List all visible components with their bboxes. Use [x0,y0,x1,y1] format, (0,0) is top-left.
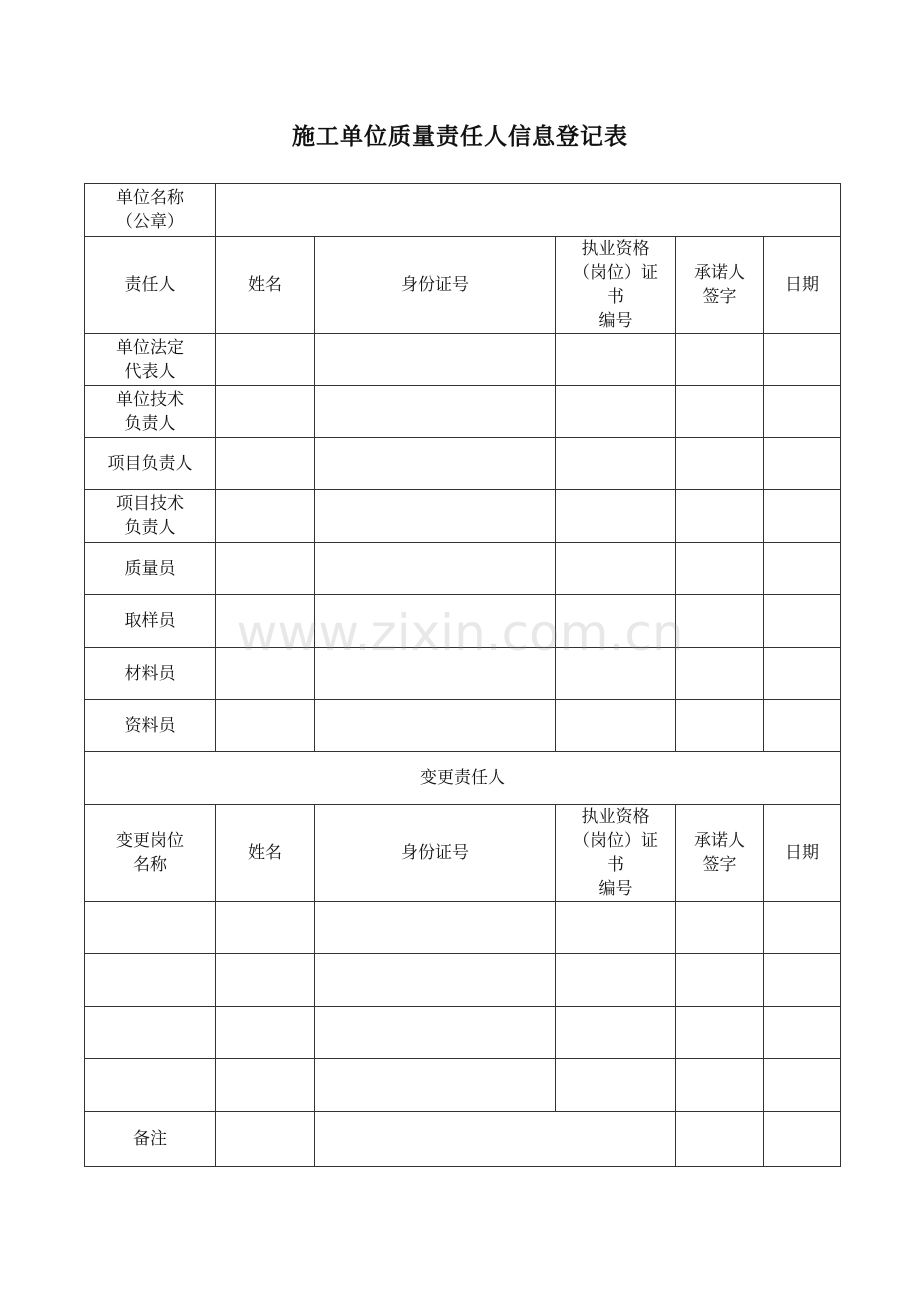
sign-cell[interactable] [676,700,764,752]
change-section-row [85,752,841,805]
unit-label-line2: （公章） [116,212,184,232]
role-label-line1: 单位技术 [116,389,184,410]
post-cell[interactable] [85,1007,216,1059]
role-label-line1: 项目负责人 [107,453,193,474]
role-row [85,438,841,490]
sign-cell[interactable] [676,1007,764,1059]
remarks-cell-c[interactable] [676,1112,764,1167]
role-label [85,438,216,490]
unit-row [85,184,841,237]
sign-cell[interactable] [676,438,764,490]
id-cell[interactable] [315,595,556,648]
role-row [85,386,841,438]
role-row [85,543,841,595]
remarks-label: 备注 [85,1112,216,1167]
change-row [85,954,841,1007]
remarks-cell-a[interactable] [216,1112,315,1167]
sign-cell[interactable] [676,543,764,595]
change-header-id: 身份证号 [315,805,556,902]
date-cell[interactable] [764,490,841,543]
header-cert-line3: 书 [607,287,624,307]
remarks-cell-b[interactable] [315,1112,676,1167]
header-row [85,237,841,334]
sign-cell[interactable] [676,902,764,954]
registration-form-table [84,183,841,1167]
change-row [85,1059,841,1112]
role-label [85,700,216,752]
id-cell[interactable] [315,334,556,386]
change-header-sign-line2: 签字 [702,855,737,875]
cert-cell[interactable] [556,902,676,954]
change-header-date: 日期 [764,805,841,902]
name-cell[interactable] [216,648,315,700]
cert-cell[interactable] [556,1007,676,1059]
role-label-line1: 材料员 [124,663,176,684]
name-cell[interactable] [216,386,315,438]
name-cell[interactable] [216,1007,315,1059]
cert-cell[interactable] [556,386,676,438]
id-cell[interactable] [315,543,556,595]
change-header-post-line1: 变更岗位 [116,831,184,851]
date-cell[interactable] [764,438,841,490]
date-cell[interactable] [764,386,841,438]
cert-cell[interactable] [556,648,676,700]
name-cell[interactable] [216,595,315,648]
role-row [85,595,841,648]
change-header-cert-line1: 执业资格 [581,807,650,827]
header-date: 日期 [764,237,841,334]
role-label-line2: 代表人 [124,361,176,382]
role-label [85,334,216,386]
id-cell[interactable] [315,902,556,954]
header-sign-line1: 承诺人 [694,263,745,283]
role-label [85,543,216,595]
change-header-sign-line1: 承诺人 [694,831,745,851]
name-cell[interactable] [216,438,315,490]
post-cell[interactable] [85,902,216,954]
name-cell[interactable] [216,954,315,1007]
sign-cell[interactable] [676,1059,764,1112]
cert-cell[interactable] [556,543,676,595]
date-cell[interactable] [764,954,841,1007]
cert-cell[interactable] [556,490,676,543]
header-id: 身份证号 [315,237,556,334]
change-header-sign [676,805,764,902]
name-cell[interactable] [216,490,315,543]
date-cell[interactable] [764,543,841,595]
change-header-cert-line2: （岗位）证 [573,831,658,851]
role-label-line1: 取样员 [124,611,176,631]
role-label-line1: 资料员 [124,715,176,736]
cert-cell[interactable] [556,334,676,386]
id-cell[interactable] [315,1007,556,1059]
change-header-name: 姓名 [216,805,315,902]
id-cell[interactable] [315,438,556,490]
date-cell[interactable] [764,648,841,700]
change-header-cert [556,805,676,902]
page-title: 施工单位质量责任人信息登记表 [292,123,628,150]
post-cell[interactable] [85,954,216,1007]
date-cell[interactable] [764,1059,841,1112]
remarks-cell-d[interactable] [764,1112,841,1167]
header-cert-line2: （岗位）证 [573,263,658,283]
header-sign-line2: 签字 [702,287,737,307]
name-cell[interactable] [216,1059,315,1112]
date-cell[interactable] [764,902,841,954]
watermark: www.zixin.com.cn [236,604,684,662]
role-row [85,334,841,386]
cert-cell[interactable] [556,700,676,752]
role-label-line2: 负责人 [124,518,176,538]
role-label [85,386,216,438]
role-label-line1: 项目技术 [116,494,184,514]
unit-label-line1: 单位名称 [116,188,184,208]
cert-cell[interactable] [556,1059,676,1112]
id-cell[interactable] [315,490,556,543]
sign-cell[interactable] [676,490,764,543]
cert-cell[interactable] [556,954,676,1007]
sign-cell[interactable] [676,954,764,1007]
id-cell[interactable] [315,954,556,1007]
name-cell[interactable] [216,902,315,954]
change-section-title: 变更责任人 [85,752,841,805]
change-row [85,902,841,954]
date-cell[interactable] [764,700,841,752]
role-row [85,490,841,543]
remarks-row [85,1112,841,1167]
role-label-line1: 质量员 [124,558,176,579]
date-cell[interactable] [764,1007,841,1059]
header-cert [556,237,676,334]
date-cell[interactable] [764,595,841,648]
post-cell[interactable] [85,1059,216,1112]
header-sign [676,237,764,334]
sign-cell[interactable] [676,648,764,700]
id-cell[interactable] [315,700,556,752]
change-header-cert-line3: 书 [607,855,624,875]
change-header-post [85,805,216,902]
name-cell[interactable] [216,700,315,752]
change-header-cert-line4: 编号 [598,879,633,899]
date-cell[interactable] [764,334,841,386]
header-role: 责任人 [85,237,216,334]
sign-cell[interactable] [676,334,764,386]
role-label [85,490,216,543]
header-name: 姓名 [216,237,315,334]
change-header-row [85,805,841,902]
sign-cell[interactable] [676,386,764,438]
cert-cell[interactable] [556,438,676,490]
sign-cell[interactable] [676,595,764,648]
unit-name-field[interactable] [216,184,841,237]
cert-cell[interactable] [556,595,676,648]
role-row [85,648,841,700]
unit-label [85,184,216,237]
change-row [85,1007,841,1059]
change-header-post-line2: 名称 [133,855,167,875]
id-cell[interactable] [315,1059,556,1112]
header-cert-line1: 执业资格 [581,239,650,259]
role-label-line2: 负责人 [124,413,176,434]
name-cell[interactable] [216,543,315,595]
id-cell[interactable] [315,648,556,700]
name-cell[interactable] [216,334,315,386]
role-label-line1: 单位法定 [116,337,184,358]
header-cert-line4: 编号 [598,311,633,331]
role-label [85,595,216,648]
role-row [85,700,841,752]
role-label [85,648,216,700]
id-cell[interactable] [315,386,556,438]
